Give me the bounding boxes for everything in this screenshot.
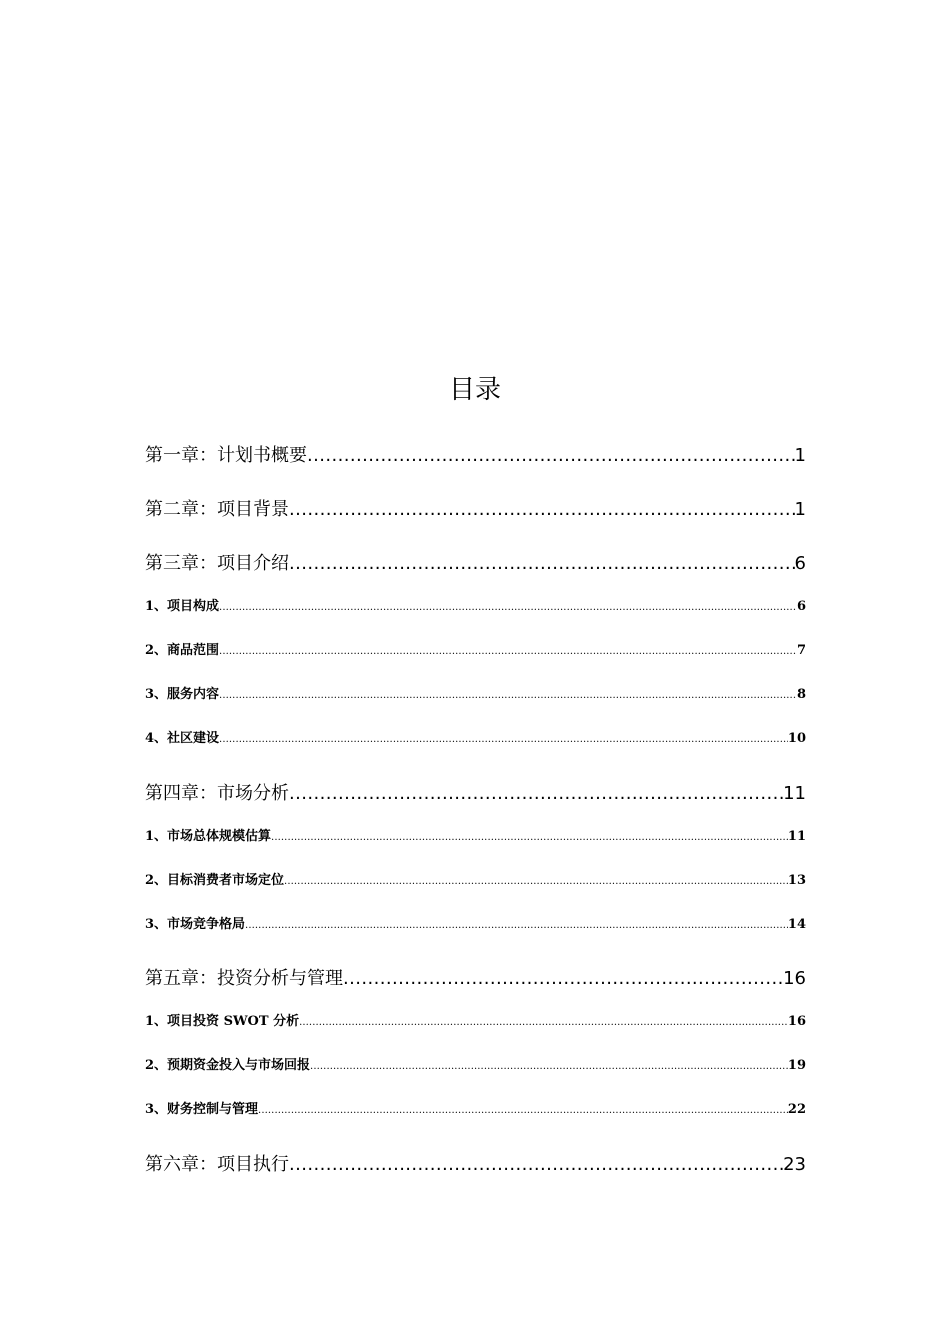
toc-entry-label: 3、服务内容 <box>145 687 220 702</box>
toc-entry-section[interactable] <box>145 1101 806 1119</box>
toc-entry-page: 16 <box>787 1014 806 1029</box>
dot-leader <box>271 829 788 847</box>
toc-entry-label: 4、社区建设 <box>145 731 220 746</box>
toc-entry-page: 11 <box>783 783 806 804</box>
dot-leader <box>284 873 788 891</box>
toc-entry-section[interactable] <box>145 1013 806 1031</box>
toc-entry-label: 第二章：项目背景 <box>145 499 289 520</box>
toc-entry-section[interactable] <box>145 872 806 890</box>
toc-entry-section[interactable] <box>145 1057 806 1075</box>
toc-entry-section[interactable] <box>145 916 806 934</box>
toc-entry-chapter-2[interactable] <box>145 498 806 522</box>
toc-entry-page: 10 <box>787 731 806 746</box>
toc-entry-page: 1 <box>794 499 806 520</box>
dot-leader <box>258 1102 788 1120</box>
toc-entry-page: 11 <box>787 829 806 844</box>
toc-entry-chapter-3[interactable] <box>145 552 806 576</box>
dot-leader <box>289 552 795 576</box>
dot-leader <box>299 1014 788 1032</box>
dot-leader <box>219 687 797 705</box>
toc-entry-label: 1、项目构成 <box>145 599 220 614</box>
toc-entry-page: 1 <box>794 445 806 466</box>
dot-leader <box>343 967 783 991</box>
toc-entry-label: 1、市场总体规模估算 <box>145 829 272 844</box>
toc-entry-label: 2、目标消费者市场定位 <box>145 873 285 888</box>
toc-entry-label: 第六章：项目执行 <box>145 1154 289 1175</box>
toc-entry-page: 22 <box>787 1102 806 1117</box>
toc-entry-page: 8 <box>796 687 806 702</box>
toc-entry-chapter-6[interactable] <box>145 1153 806 1177</box>
toc-entry-section[interactable] <box>145 828 806 846</box>
toc-entry-label: 2、商品范围 <box>145 643 220 658</box>
toc-entry-label: 3、财务控制与管理 <box>145 1102 259 1117</box>
dot-leader <box>307 444 795 468</box>
toc-entry-chapter-1[interactable] <box>145 444 806 468</box>
toc-entry-section[interactable] <box>145 730 806 748</box>
toc-entry-label: 2、预期资金投入与市场回报 <box>145 1058 311 1073</box>
toc-entry-chapter-5[interactable] <box>145 967 806 991</box>
dot-leader <box>219 643 797 661</box>
toc-entry-chapter-4[interactable] <box>145 782 806 806</box>
toc-entry-label: 第三章：项目介绍 <box>145 553 289 574</box>
toc-entry-page: 6 <box>794 553 806 574</box>
toc-entry-page: 23 <box>783 1154 806 1175</box>
dot-leader <box>310 1058 788 1076</box>
toc-entry-label: 第一章：计划书概要 <box>145 445 307 466</box>
toc-entry-page: 16 <box>783 968 806 989</box>
dot-leader <box>219 731 788 749</box>
toc-entry-page: 7 <box>796 643 806 658</box>
toc-entry-page: 6 <box>796 599 806 614</box>
toc-entry-section[interactable] <box>145 598 806 616</box>
dot-leader <box>219 599 797 617</box>
toc-entry-label: 第四章：市场分析 <box>145 783 289 804</box>
dot-leader <box>289 498 795 522</box>
toc-entry-section[interactable] <box>145 642 806 660</box>
dot-leader <box>289 1153 783 1177</box>
toc-entry-label: 第五章：投资分析与管理 <box>145 968 343 989</box>
toc-entry-page: 19 <box>787 1058 806 1073</box>
dot-leader <box>245 917 788 935</box>
dot-leader <box>289 782 783 806</box>
toc-entry-page: 13 <box>787 873 806 888</box>
toc-entry-section[interactable] <box>145 686 806 704</box>
toc-entry-page: 14 <box>787 917 806 932</box>
page-title: 目录 <box>448 375 501 405</box>
toc-entry-label: 1、项目投资 SWOT 分析 <box>145 1014 300 1029</box>
toc-entry-label: 3、市场竞争格局 <box>145 917 246 932</box>
